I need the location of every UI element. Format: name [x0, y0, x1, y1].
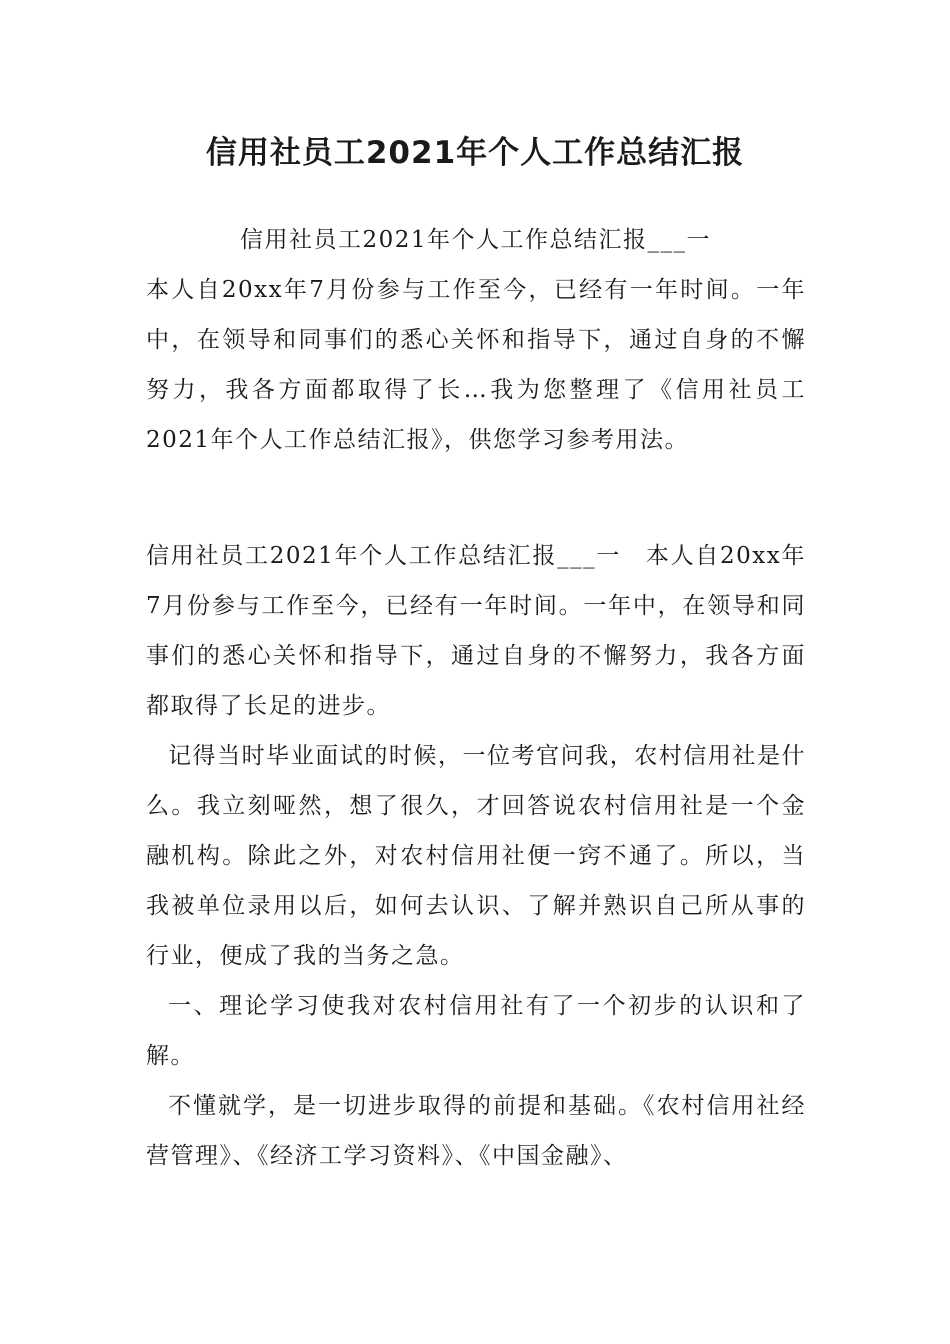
section-heading: 一、理论学习使我对农村信用社有了一个初步的认识和了解。: [146, 993, 806, 1069]
body-paragraph: 记得当时毕业面试的时候，一位考官问我，农村信用社是什么。我立刻哑然，想了很久，才回答说农村信用社是一个金融机构。除此之外，对农村信用社便一窍不通了。所以，当我被单位录用以后，如何去认识、了解并熟识自己所从事的行业，便成了我的当务之急。: [146, 743, 806, 969]
main-body: [146, 531, 806, 1181]
intro-text: 本人自20xx年7月份参与工作至今，已经有一年时间。一年中，在领导和同事们的悉心关怀和指导下，通过自身的不懈努力，我各方面都取得了长…我为您整理了《信用社员工2021年个人工作总结汇报》，供您学习参考用法。: [146, 277, 806, 453]
document-title: 信用社员工2021年个人工作总结汇报: [205, 135, 745, 171]
intro-heading: 信用社员工2021年个人工作总结汇报___一: [240, 227, 712, 253]
body-paragraph: 不懂就学，是一切进步取得的前提和基础。《农村信用社经营管理》、《经济工学习资料》、《中国金融》、: [146, 1093, 806, 1169]
body-paragraph: 信用社员工2021年个人工作总结汇报___一 本人自20xx年7月份参与工作至今，已经有一年时间。一年中，在领导和同事们的悉心关怀和指导下，通过自身的不懈努力，我各方面都取得了长足的进步。: [146, 543, 806, 719]
intro-section: [146, 215, 806, 465]
